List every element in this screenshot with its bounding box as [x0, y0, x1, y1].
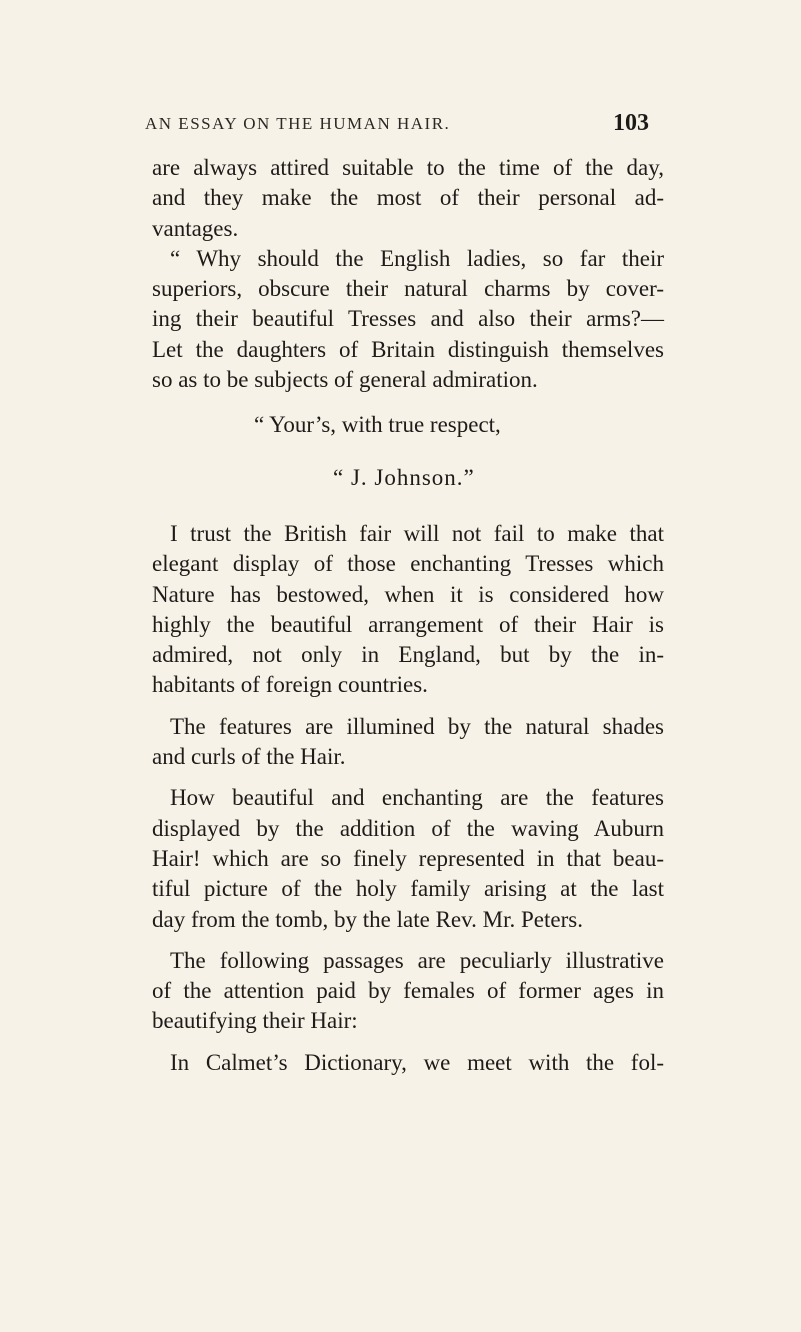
body-text: [152, 153, 664, 1078]
text-line: day from the tomb, by the late Rev. Mr. Peters.: [152, 906, 583, 932]
text-line: In Calmet’s Dictionary, we meet with the fol-: [170, 1049, 664, 1075]
text-line: and they make the most of their personal ad-: [152, 185, 664, 211]
paragraph-1: [152, 153, 664, 244]
text-line: so as to be subjects of general admiration.: [152, 367, 538, 393]
text-line: and curls of the Hair.: [152, 744, 346, 770]
signature-name: “ J. Johnson.”: [333, 464, 475, 490]
text-line: The features are illumined by the natural shades: [170, 713, 664, 739]
text-line: admired, not only in England, but by the in-: [152, 642, 664, 668]
text-line: are always attired suitable to the time of the day,: [152, 155, 664, 180]
page-number: 103: [613, 110, 649, 136]
text-line: I trust the British fair will not fail to make that: [170, 520, 664, 546]
text-line: Let the daughters of Britain distinguish themselves: [152, 336, 664, 362]
text-line: habitants of foreign countries.: [152, 672, 428, 698]
text-line: Nature has bestowed, when it is considered how: [152, 581, 664, 607]
text-line: ing their beautiful Tresses and also their arms?—: [152, 306, 664, 332]
text-line: vantages.: [152, 215, 239, 241]
text-line: tiful picture of the holy family arising at the last: [152, 876, 664, 902]
text-line: The following passages are peculiarly illustrative: [170, 947, 664, 973]
text-line: displayed by the addition of the waving Auburn: [152, 815, 664, 841]
paragraph-2: [152, 244, 664, 395]
signature-block: [152, 410, 664, 493]
paragraph-4: [152, 712, 664, 773]
text-line: elegant display of those enchanting Tresses which: [152, 551, 664, 577]
text-line: “ Why should the English ladies, so far their: [170, 245, 664, 271]
paragraph-5: [152, 783, 664, 934]
text-line: highly the beautiful arrangement of their Hair is: [152, 611, 664, 637]
paragraph-3: [152, 519, 664, 701]
paragraph-7: [152, 1048, 664, 1078]
text-line: How beautiful and enchanting are the features: [170, 785, 664, 811]
running-head: AN ESSAY ON THE HUMAN HAIR.: [145, 114, 451, 133]
paragraph-6: [152, 946, 664, 1037]
text-line: Hair! which are so finely represented in that beau-: [152, 845, 664, 871]
text-line: superiors, obscure their natural charms by cover-: [152, 276, 664, 302]
text-line: of the attention paid by females of former ages in: [152, 978, 664, 1004]
signature-closing: “ Your’s, with true respect,: [254, 412, 501, 438]
text-line: beautifying their Hair:: [152, 1008, 358, 1034]
